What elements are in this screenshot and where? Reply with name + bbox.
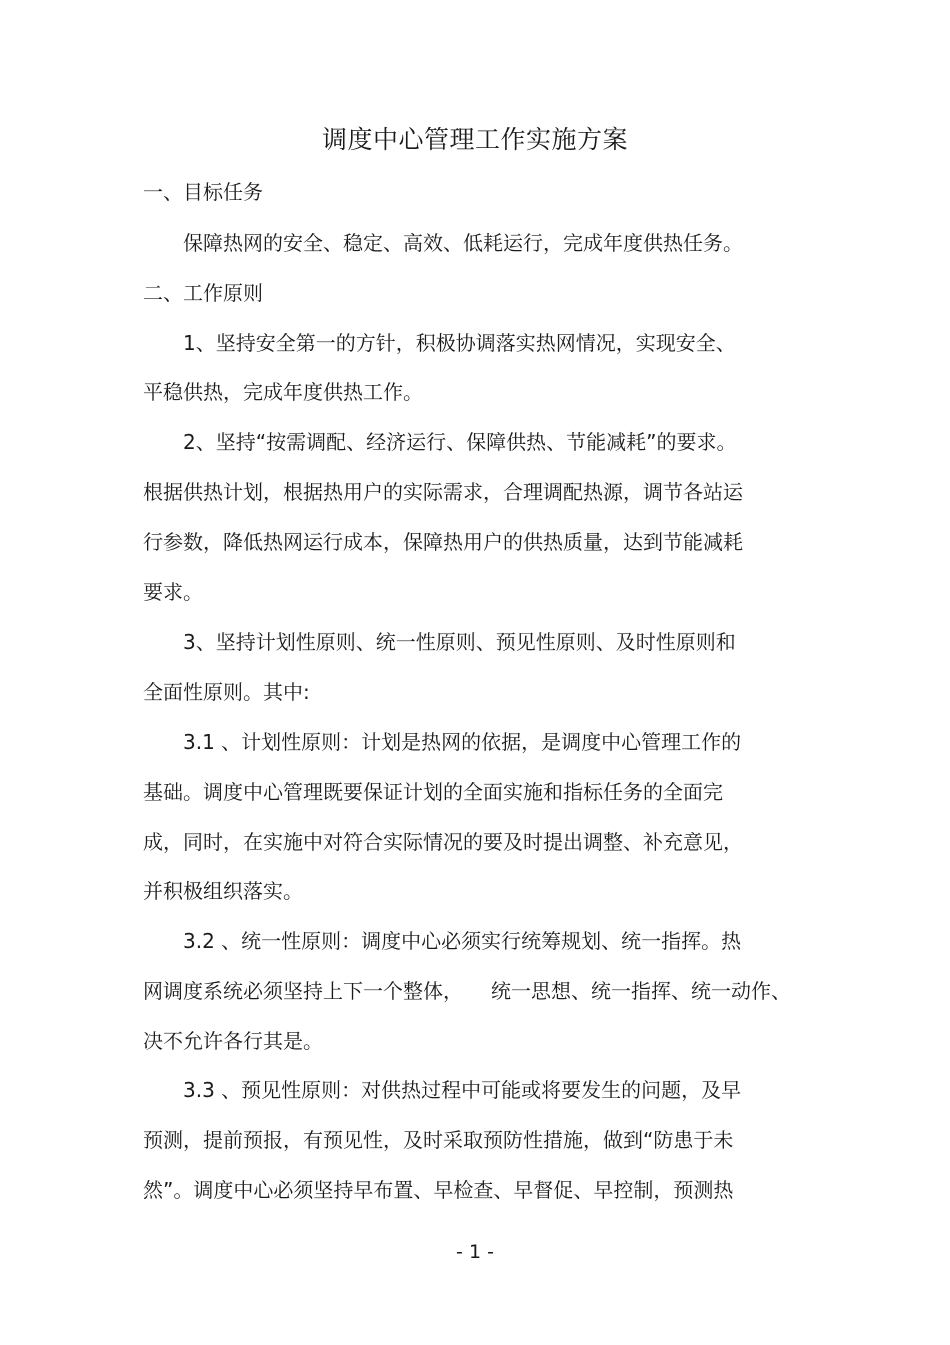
page-number: - 1 - — [456, 1241, 494, 1263]
paragraph-line: 根据供热计划，根据热用户的实际需求，合理调配热源，调节各站运 — [143, 480, 743, 504]
paragraph-line: 保障热网的安全、稳定、高效、低耗运行，完成年度供热任务。 — [183, 231, 743, 255]
paragraph-line: 3.2 、统一性原则：调度中心必须实行统筹规划、统一指挥。热 — [183, 929, 742, 953]
paragraph-line: 决不允许各行其是。 — [143, 1029, 323, 1053]
paragraph-segment: 统一思想、统一指挥、统一动作、 — [491, 979, 791, 1003]
paragraph-line: 3.3 、预见性原则：对供热过程中可能或将要发生的问题，及早 — [183, 1078, 742, 1102]
paragraph-segment: 网调度系统必须坚持上下一个整体， — [143, 979, 463, 1003]
paragraph-line: 平稳供热，完成年度供热工作。 — [143, 380, 423, 404]
paragraph-line: 要求。 — [143, 580, 203, 604]
paragraph-line: 行参数，降低热网运行成本，保障热用户的供热质量，达到节能减耗 — [143, 530, 743, 554]
paragraph-line: 2、坚持“按需调配、经济运行、保障供热、节能减耗”的要求。 — [183, 430, 737, 454]
paragraph-line: 成，同时，在实施中对符合实际情况的要及时提出调整、补充意见， — [143, 830, 743, 854]
section-heading: 二、工作原则 — [143, 281, 263, 305]
paragraph-line: 1、坚持安全第一的方针，积极协调落实热网情况，实现安全、 — [183, 331, 736, 355]
paragraph-line: 3、坚持计划性原则、统一性原则、预见性原则、及时性原则和 — [183, 630, 736, 654]
paragraph-line: 预测，提前预报，有预见性，及时采取预防性措施，做到“防患于未 — [143, 1128, 734, 1152]
paragraph-line — [143, 977, 791, 1005]
document-title: 调度中心管理工作实施方案 — [321, 125, 628, 154]
section-heading: 一、目标任务 — [143, 180, 263, 204]
paragraph-line: 然”。调度中心必须坚持早布置、早检查、早督促、早控制，预测热 — [143, 1178, 734, 1202]
paragraph-line: 3.1 、计划性原则：计划是热网的依据，是调度中心管理工作的 — [183, 730, 742, 754]
paragraph-line: 全面性原则。其中: — [143, 680, 310, 704]
paragraph-line: 并积极组织落实。 — [143, 879, 303, 903]
paragraph-line: 基础。调度中心管理既要保证计划的全面实施和指标任务的全面完 — [143, 780, 723, 804]
